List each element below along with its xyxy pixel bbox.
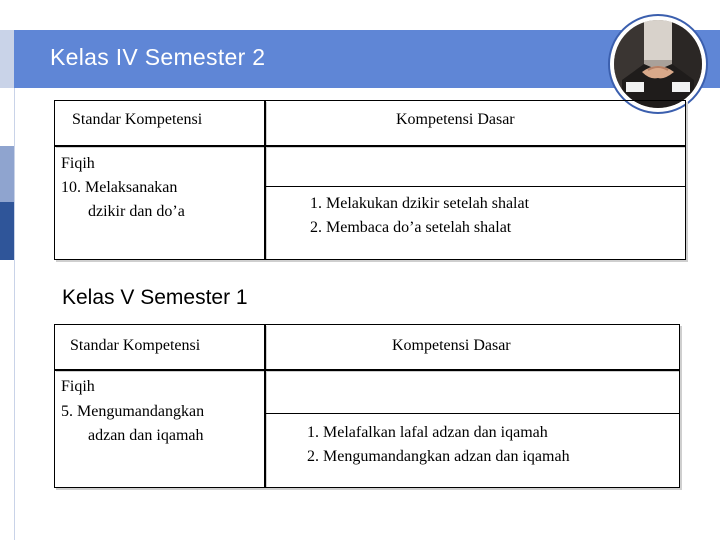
accent-bar — [0, 30, 14, 88]
table1-kd-item-1: 1. Melakukan dzikir setelah shalat — [310, 195, 530, 212]
accent-bar — [0, 88, 14, 146]
accent-bar — [0, 146, 14, 202]
table2-kd-divider — [265, 413, 680, 414]
table2-sk-line2: adzan dan iqamah — [88, 427, 204, 444]
table1-sk-line1: 10. Melaksanakan — [61, 179, 178, 196]
table1-header-kd-label: Kompetensi Dasar — [396, 111, 515, 128]
table1-sk-subject: Fiqih — [61, 155, 95, 172]
table2-header-kd-label: Kompetensi Dasar — [392, 337, 511, 354]
table1-kd-divider — [265, 186, 686, 187]
table2-kd-item-1: 1. Melafalkan lafal adzan dan iqamah — [307, 424, 548, 441]
table2-sk-line1: 5. Mengumandangkan — [61, 403, 205, 420]
table1-sk-line2: dzikir dan do’a — [88, 203, 185, 220]
handshake-icon — [614, 20, 702, 108]
table1-kd-item-2: 2. Membaca do’a setelah shalat — [310, 219, 512, 236]
table2-sk-subject: Fiqih — [61, 378, 95, 395]
table2-kd-item-2: 2. Mengumandangkan adzan dan iqamah — [307, 448, 570, 465]
section-heading: Kelas V Semester 1 — [62, 286, 248, 309]
slide-title: Kelas IV Semester 2 — [50, 44, 266, 70]
divider — [14, 30, 15, 540]
table1-header-sk-label: Standar Kompetensi — [72, 111, 203, 128]
accent-bar — [0, 202, 14, 260]
table2-header-sk-label: Standar Kompetensi — [70, 337, 201, 354]
handshake-photo — [614, 20, 702, 108]
